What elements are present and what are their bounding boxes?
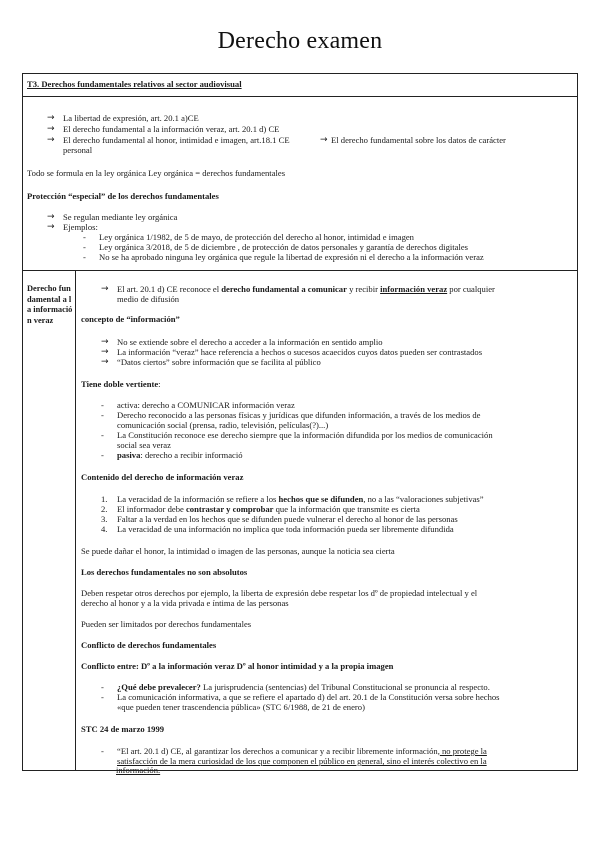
proteccion-heading: Protección “especial” de los derechos fundamentales	[27, 191, 219, 201]
arrow-icon: →	[47, 135, 55, 145]
ejemplo-item: No se ha aprobado ninguna ley orgánica que regule la libertad de expresión ni el derecho a la información veraz	[99, 252, 484, 262]
contenido-item: La veracidad de una información no implica que toda información pueda ser libremente difundida	[117, 524, 454, 534]
dash-bullet: -	[101, 450, 104, 460]
list-number: 4.	[101, 524, 108, 534]
intro-item-cont: personal	[63, 145, 93, 155]
absolutos-heading: Los derechos fundamentales no son absolutos	[81, 567, 248, 577]
vertiente-item-cont: social sea veraz	[117, 440, 171, 450]
concepto-item: “Datos ciertos” sobre información que se facilita al público	[117, 357, 321, 367]
art-text: y recibir	[346, 284, 381, 294]
proteccion-item: Ejemplos:	[63, 222, 98, 232]
stc-heading: STC 24 de marzo 1999	[81, 724, 165, 734]
contenido-item	[117, 504, 420, 514]
concepto-heading: concepto de “información”	[81, 314, 180, 324]
pasiva-text: : derecho a recibir informació	[140, 450, 243, 460]
intro-item: El derecho fundamental sobre los datos de carácter	[331, 135, 506, 145]
art-line-cont: medio de difusión	[117, 294, 180, 304]
contenido-heading: Contenido del derecho de información veraz	[81, 472, 244, 482]
dash-bullet: -	[83, 252, 86, 262]
arrow-icon: →	[320, 135, 328, 145]
conflicto-bold: ¿Qué debe prevalecer?	[117, 682, 201, 692]
list-number: 2.	[101, 504, 108, 514]
contenido-bold: contrastar y comprobar	[185, 504, 274, 514]
ejemplo-item: Ley orgánica 1/1982, de 5 de mayo, de protección del derecho al honor, intimidad e imagen	[99, 232, 414, 242]
dash-bullet: -	[101, 430, 104, 440]
pasiva-label: pasiva	[117, 450, 141, 460]
vertiente-item: activa: derecho a COMUNICAR información veraz	[117, 400, 295, 410]
absolutos-text: derecho al honor y a la vida privada e íntima de las personas	[81, 598, 289, 608]
contenido-bold: hechos que se difunden	[278, 494, 364, 504]
conflicto-heading: Conflicto de derechos fundamentales	[81, 640, 217, 650]
contenido-text: que la información que transmite es cierta	[273, 504, 420, 514]
dash-bullet: -	[101, 746, 104, 756]
arrow-icon: →	[47, 212, 55, 222]
arrow-icon: →	[101, 337, 109, 347]
conflicto-item	[117, 682, 490, 692]
dash-bullet: -	[101, 410, 104, 420]
contenido-text: La veracidad de la información se refiere a los	[117, 494, 279, 504]
intro-item: El derecho fundamental al honor, intimidad e imagen, art.18.1 CE	[63, 135, 290, 145]
list-number: 3.	[101, 514, 108, 524]
stc-quote-cont: satisfacción de la mera curiosidad de los que componen el público en general, sino el interés colectivo en la	[117, 756, 487, 766]
vertiente-item: La Constitución reconoce ese derecho siempre que la información difundida por los medios de comunicación	[117, 430, 493, 440]
arrow-icon: →	[101, 284, 109, 294]
header-divider	[23, 96, 577, 97]
vertiente-item	[117, 450, 243, 460]
art-bold: derecho fundamental a comunicar	[221, 284, 347, 294]
arrow-icon: →	[47, 124, 55, 134]
contenido-item: Faltar a la verdad en los hechos que se difunden puede vulnerar el derecho al honor de las personas	[117, 514, 458, 524]
list-number: 1.	[101, 494, 108, 504]
column-divider	[75, 270, 76, 770]
conflicto-item-cont: «que pueden tener trascendencia pública» (STC 6/1988, de 21 de enero)	[117, 702, 365, 712]
danar-line: Se puede dañar el honor, la intimidad o imagen de las personas, aunque la noticia sea cierta	[81, 546, 395, 556]
ejemplo-item: Ley orgánica 3/2018, de 5 de diciembre , de protección de datos personales y garantía de derechos digitales	[99, 242, 468, 252]
stc-underlined: no protege la	[439, 746, 487, 756]
page-title: Derecho examen	[217, 28, 383, 54]
dash-bullet: -	[83, 242, 86, 252]
limitados-line: Pueden ser limitados por derechos fundamentales	[81, 619, 252, 629]
concepto-item: No se extiende sobre el derecho a acceder a la información en sentido amplio	[117, 337, 383, 347]
intro-item: El derecho fundamental a la información veraz, art. 20.1 d) CE	[63, 124, 280, 134]
table-header: T3. Derechos fundamentales relativos al sector audiovisual	[27, 79, 242, 89]
stc-quote-end: información.	[116, 765, 161, 775]
dash-bullet: -	[83, 232, 86, 242]
art-bold-underlined: información veraz	[380, 284, 448, 294]
contenido-item	[117, 494, 484, 504]
stc-text: “El art. 20.1 d) CE, al garantizar los derechos a comunicar y a recibir libremente información,	[117, 746, 440, 756]
art-text: por cualquier	[447, 284, 495, 294]
contenido-text: , no a las “valoraciones subjetivas”	[363, 494, 484, 504]
art-line	[117, 284, 495, 294]
art-text: El art. 20.1 d) CE reconoce el	[117, 284, 222, 294]
arrow-icon: →	[101, 347, 109, 357]
conflicto-item: La comunicación informativa, a que se refiere el apartado d) del art. 20.1 de la Constitución versa sobre hechos	[117, 692, 500, 702]
arrow-icon: →	[47, 113, 55, 123]
intro-item: La libertad de expresión, art. 20.1 a)CE	[63, 113, 199, 123]
vertiente-heading	[81, 379, 161, 389]
vertiente-colon: :	[158, 379, 161, 389]
contenido-text: El informador debe	[117, 504, 186, 514]
dash-bullet: -	[101, 692, 104, 702]
vertiente-item-cont: comunicación social (prensa, radio, televisión, películas(?)...)	[117, 420, 329, 430]
arrow-icon: →	[47, 222, 55, 232]
vertiente-item: Derecho reconocido a las personas físicas y jurídicas que difunden información, a través de los medios de	[117, 410, 481, 420]
dash-bullet: -	[101, 682, 104, 692]
concepto-item: La información “veraz” hace referencia a hechos o sucesos acaecidos cuyos datos pueden ser contrastados	[117, 347, 483, 357]
dash-bullet: -	[101, 400, 104, 410]
arrow-icon: →	[101, 357, 109, 367]
section-divider	[23, 270, 577, 271]
conflicto-text: La jurisprudencia (sentencias) del Tribunal Constitucional se pronuncia al respecto.	[200, 682, 490, 692]
notes-table	[22, 73, 578, 771]
ley-line: Todo se formula en la ley orgánica Ley orgánica = derechos fundamentales	[27, 168, 286, 178]
absolutos-text: Deben respetar otros derechos por ejemplo, la liberta de expresión debe respetar los dº de propiedad intelectual y el	[81, 588, 478, 598]
side-label: Derecho fundamental a la información veraz	[27, 284, 73, 325]
stc-quote	[117, 746, 487, 756]
conflicto-entre: Conflicto entre: Dº a la información veraz Dº al honor intimidad y a la propia imagen	[81, 661, 394, 671]
proteccion-item: Se regulan mediante ley orgánica	[63, 212, 178, 222]
vertiente-heading-text: Tiene doble vertiente	[81, 379, 159, 389]
